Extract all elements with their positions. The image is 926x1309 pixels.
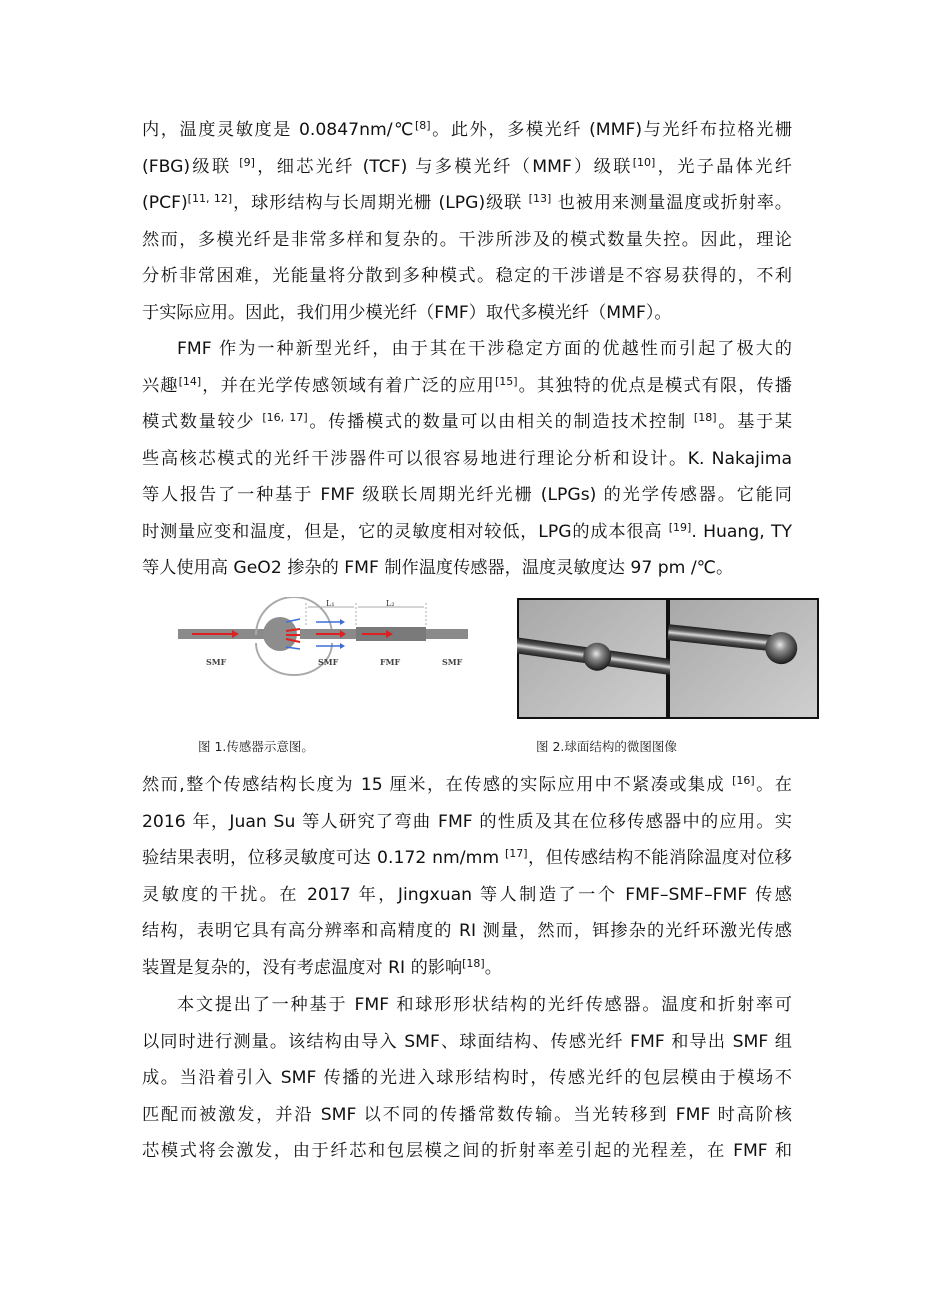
label-smf-right: SMF: [442, 657, 463, 667]
text-line: 装置是复杂的，没有考虑温度对 RI 的影响[18]。: [142, 956, 502, 978]
label-smf-mid: SMF: [318, 657, 339, 667]
paragraph-1: [142, 112, 792, 331]
text-line: (PCF)[11, 12]，球形结构与长周期光栅 (LPG)级联 [13] 也被用来测量温度或折射率。: [142, 191, 792, 213]
paragraph-4: [142, 987, 792, 1170]
text-line: 分析非常困难，光能量将分散到多种模式。稳定的干涉谱是不容易获得的，不利: [142, 266, 792, 286]
label-l2: L₂: [386, 599, 395, 608]
text-line: 成。当沿着引入 SMF 传播的光进入球形结构时，传感光纤的包层模由于模场不: [142, 1068, 792, 1088]
text-line: 内，温度灵敏度是 0.0847nm/℃[8]。此外，多模光纤 (MMF)与光纤布拉格光栅: [142, 118, 793, 140]
text-line: 本文提出了一种基于 FMF 和球形形状结构的光纤传感器。温度和折射率可: [177, 995, 792, 1015]
text-line: FMF 作为一种新型光纤，由于其在干涉稳定方面的优越性而引起了极大的: [177, 339, 792, 359]
figure-1-caption: 图 1.传感器示意图。: [198, 739, 314, 754]
text-line: 然而,整个传感结构长度为 15 厘米，在传感的实际应用中不紧凑或集成 [16]。在: [142, 773, 792, 795]
text-line: 时测量应变和温度，但是，它的灵敏度相对较低，LPG的成本很高 [19]. Huang, TY: [142, 520, 792, 542]
text-line: 然而，多模光纤是非常多样和复杂的。干涉所涉及的模式数量失控。因此，理论: [142, 229, 792, 250]
label-l1: L₁: [326, 599, 335, 608]
text-line: 等人使用高 GeO2 掺杂的 FMF 制作温度传感器，温度灵敏度达 97 pm /℃。: [142, 558, 734, 578]
paragraph-3: [142, 767, 792, 986]
label-smf-left: SMF: [206, 657, 227, 667]
label-fmf: FMF: [380, 657, 401, 667]
sphere-micrograph-figure: [517, 598, 819, 719]
text-line: 于实际应用。因此，我们用少模光纤（FMF）取代多模光纤（MMF）。: [142, 302, 672, 323]
micrograph-right: [670, 600, 817, 717]
paragraph-2: [142, 331, 792, 587]
figure-2-caption: 图 2.球面结构的微图图像: [536, 739, 677, 754]
text-line: 兴趣[14]，并在光学传感领域有着广泛的应用[15]。其独特的优点是模式有限，传播: [142, 374, 792, 396]
text-line: 模式数量较少 [16, 17]。传播模式的数量可以由相关的制造技术控制 [18]。基于某: [142, 410, 793, 432]
sensor-schematic-figure: [176, 597, 468, 719]
text-line: 2016 年，Juan Su 等人研究了弯曲 FMF 的性质及其在位移传感器中的应用。实: [142, 811, 792, 832]
text-line: 结构，表明它具有高分辨率和高精度的 RI 测量，然而，铒掺杂的光纤环激光传感: [142, 921, 792, 941]
text-line: 匹配而被激发，并沿 SMF 以不同的传播常数传输。当光转移到 FMF 时高阶核: [142, 1104, 792, 1125]
text-line: 等人报告了一种基于 FMF 级联长周期光纤光栅 (LPGs) 的光学传感器。它能同: [142, 485, 792, 505]
text-line: 以同时进行测量。该结构由导入 SMF、球面结构、传感光纤 FMF 和导出 SMF 组: [142, 1031, 792, 1052]
text-line: (FBG)级联 [9]，细芯光纤 (TCF) 与多模光纤（MMF）级联[10]，光子晶体光纤: [142, 155, 792, 177]
text-line: 芯模式将会激发，由于纤芯和包层模之间的折射率差引起的光程差，在 FMF 和: [142, 1141, 793, 1161]
text-line: 验结果表明，位移灵敏度可达 0.172 nm/mm [17]，但传感结构不能消除温度对位移: [142, 846, 792, 868]
text-line: 些高核芯模式的光纤干涉器件可以很容易地进行理论分析和设计。K. Nakajima: [142, 448, 792, 469]
text-line: 灵敏度的干扰。在 2017 年，Jingxuan 等人制造了一个 FMF–SMF–FMF 传感: [142, 884, 792, 905]
